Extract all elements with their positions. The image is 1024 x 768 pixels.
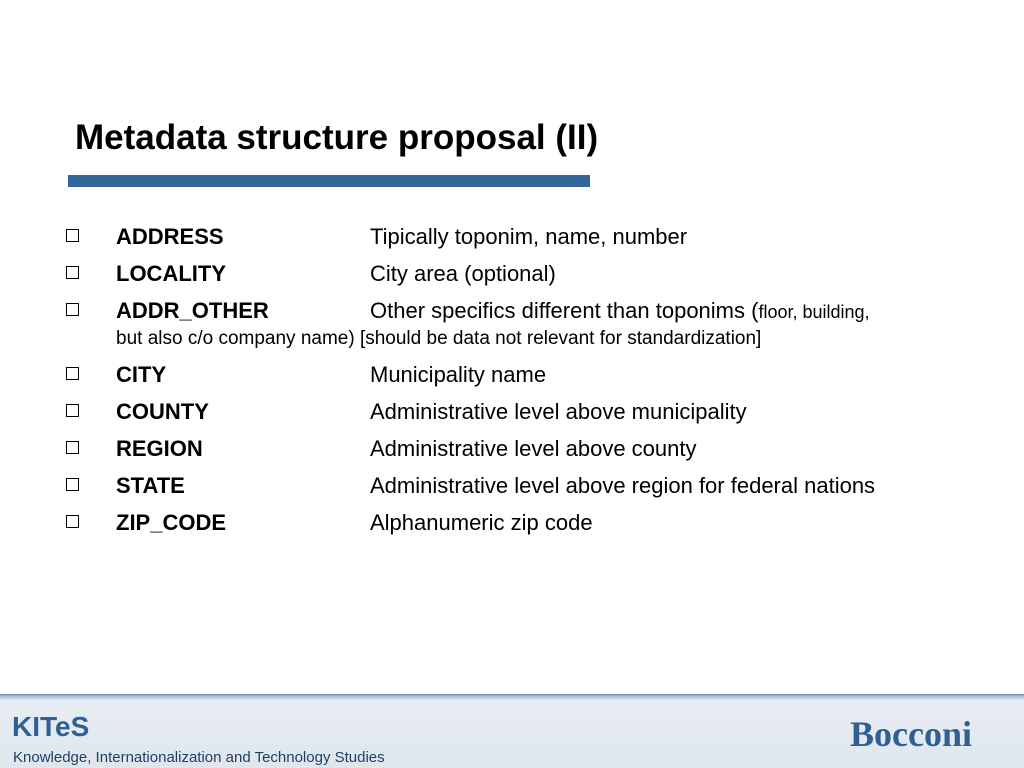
square-bullet-icon [66, 515, 79, 528]
item-name: COUNTY [116, 399, 209, 424]
square-bullet-icon [66, 303, 79, 316]
item-name: REGION [116, 436, 203, 461]
item-description: Administrative level above county [370, 436, 697, 461]
item-name: CITY [116, 362, 167, 387]
item-description: Alphanumeric zip code [370, 510, 593, 535]
item-name: ZIP_CODE [116, 510, 227, 535]
kites-tagline: Knowledge, Internationalization and Technology Studies [13, 749, 385, 766]
title-underline [68, 175, 590, 187]
square-bullet-icon [66, 266, 79, 279]
square-bullet-icon [66, 404, 79, 417]
item-description-main: Other specifics different than toponims ( [370, 298, 759, 323]
item-name: STATE [116, 473, 185, 498]
item-name: ADDRESS [116, 224, 224, 249]
square-bullet-icon [66, 229, 79, 242]
item-description: Municipality name [370, 362, 547, 387]
slide-title: Metadata structure proposal (II) [75, 118, 599, 157]
square-bullet-icon [66, 441, 79, 454]
item-description [370, 298, 870, 325]
item-description: Administrative level above region for federal nations [370, 473, 876, 498]
square-bullet-icon [66, 367, 79, 380]
square-bullet-icon [66, 478, 79, 491]
item-description-small: floor, building, [758, 302, 870, 322]
item-description: City area (optional) [370, 261, 556, 286]
item-name: ADDR_OTHER [116, 298, 269, 323]
item-description-continuation: but also c/o company name) [should be data not relevant for standardization] [116, 328, 762, 349]
item-name: LOCALITY [116, 261, 226, 286]
kites-logo: KITeS [12, 711, 90, 742]
item-description: Administrative level above municipality [370, 399, 747, 424]
item-description: Tipically toponim, name, number [370, 224, 688, 249]
bocconi-logo: Bocconi [850, 714, 972, 754]
